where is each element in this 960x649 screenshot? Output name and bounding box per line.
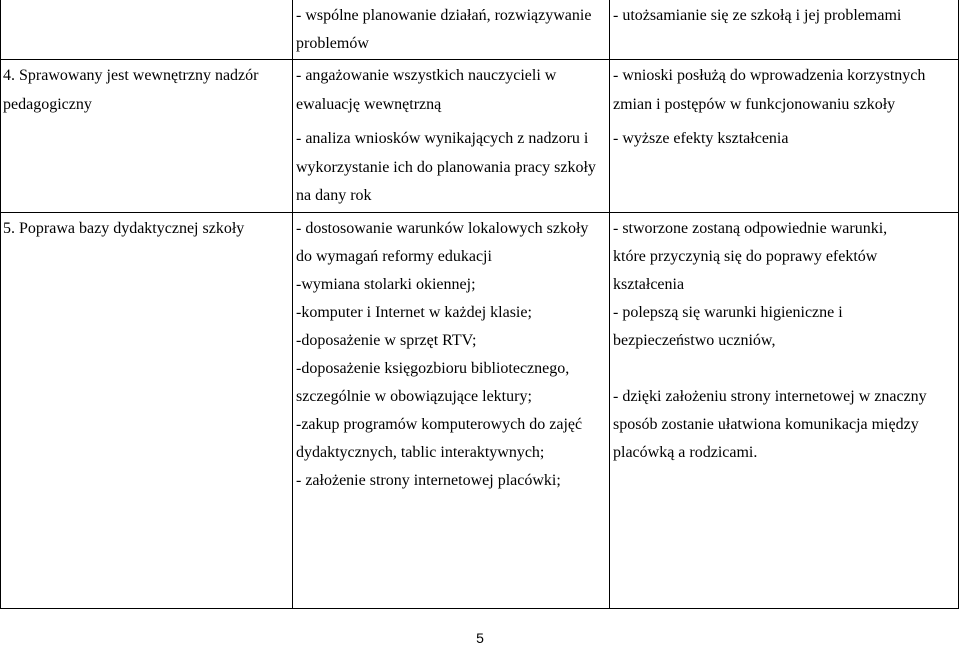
cell-text: - polepszą się warunki higieniczne i [613,304,843,321]
row-heading: pedagogiczny [3,96,92,113]
cell-text: sposób zostanie ułatwiona komunikacja między [613,416,919,433]
cell-text: szczególnie w obowiązujące lektury; [296,388,532,405]
cell-text: na dany rok [296,187,372,204]
cell-text: -komputer i Internet w każdej klasie; [296,304,532,321]
cell-text: -zakup programów komputerowych do zajęć [296,416,583,433]
table-border-right [958,0,959,609]
cell-text: - angażowanie wszystkich nauczycieli w [296,67,557,84]
cell-text: - stworzone zostaną odpowiednie warunki, [613,220,888,237]
cell-text: które przyczynią się do poprawy efektów [613,248,878,265]
cell-text: kształcenia [613,276,685,293]
cell-text: bezpieczeństwo uczniów, [613,332,776,349]
cell-text: -doposażenie księgozbioru bibliotecznego, [296,360,570,377]
cell-text: zmian i postępów w funkcjonowaniu szkoły [613,96,896,113]
column-divider-1 [292,0,293,609]
cell-text: ewaluację wewnętrzną [296,96,442,113]
table-border-left [0,0,1,609]
cell-text: - dostosowanie warunków lokalowych szkoły [296,220,589,237]
cell-text: - założenie strony internetowej placówki; [296,472,561,489]
cell-text: - analiza wniosków wynikających z nadzoru i [296,130,589,147]
cell-text: - wnioski posłużą do wprowadzenia korzystnych [613,67,926,84]
cell-text: - utożsamianie się ze szkołą i jej problemami [613,7,902,24]
cell-text: - wspólne planowanie działań, rozwiązywanie [296,7,592,24]
row-heading: 4. Sprawowany jest wewnętrzny nadzór [3,67,259,84]
cell-text: dydaktycznych, tablic interaktywnych; [296,444,545,461]
cell-text: do wymagań reformy edukacji [296,248,492,265]
column-divider-2 [609,0,610,609]
cell-text: problemów [296,35,369,52]
cell-text: wykorzystanie ich do planowania pracy szkoły [296,159,596,176]
row-heading: 5. Poprawa bazy dydaktycznej szkoły [3,220,245,237]
cell-text: -wymiana stolarki okiennej; [296,276,476,293]
cell-text: - wyższe efekty kształcenia [613,130,789,147]
page-number: 5 [476,630,484,646]
row-divider-top [0,59,959,60]
cell-text: -doposażenie w sprzęt RTV; [296,332,477,349]
cell-text: placówką a rodzicami. [613,444,758,461]
row-divider-middle [0,212,959,213]
cell-text: - dzięki założeniu strony internetowej w znaczny [613,388,927,405]
table-border-bottom [0,608,959,609]
